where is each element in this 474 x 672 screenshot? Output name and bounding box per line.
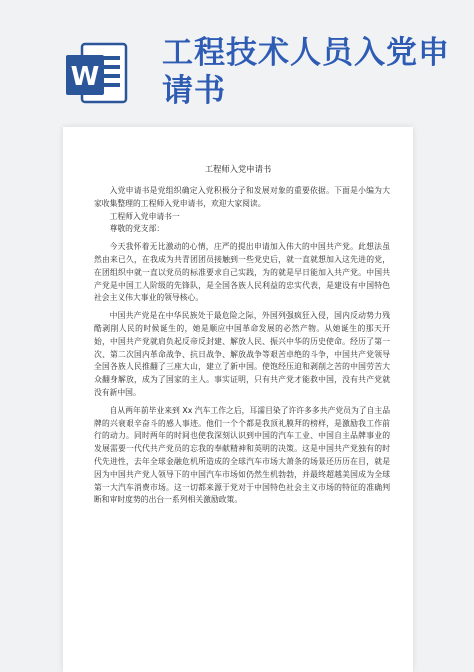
section-heading: 工程师入党申请书一 [109,211,180,221]
header-banner [0,0,474,120]
page-title: 工程技术人员入党申请书 [162,35,450,109]
word-document-icon [62,40,132,110]
document-body [94,185,390,507]
body-paragraph: 今天我怀着无比激动的心情，庄严的提出申请加入伟大的中国共产党。此想法虽然由来已久，在我成为共青团团员接触到一些党史后，就一直就想加入这先进的党，在团组织中就一直以党员的标准要求自己实践，为的就是早日能加入共产党。中国共产党是中国工人阶级的先锋队，是全国各族人民利益的忠实代表，是建设有中国特色社会主义伟大事业的领导核心。 [94,242,390,303]
salutation: 尊敬的党支部： [109,224,165,234]
body-paragraph: 中国共产党是在中华民族处于最危险之际，外国列强疯狂入侵，国内反动势力残酷剥削人民的时候诞生的，她是顺应中国革命发展的必然产物。从她诞生的那天开始，中国共产党就肩负起反帝反封建、解放人民、振兴中华的历史使命。经历了第一次、第二次国内革命战争、抗日战争、解放战争等艰苦卓绝的斗争，中国共产党领导全国各族人民推翻了三座大山，建立了新中国。使饱经压迫和剥削之苦的中国劳苦大众翻身解放，成为了国家的主人。事实证明，只有共产党才能救中国，没有共产党就没有新中国。 [94,311,390,397]
intro-paragraph: 入党申请书是党组织确定入党积极分子和发展对象的重要依据。下面是小编为大家收集整理的工程师入党申请书，欢迎大家阅读。 [94,186,390,208]
document-title: 工程师入党申请书 [204,164,272,174]
body-paragraph: 自从两年前毕业来到 Xx 汽车工作之后，耳濡目染了许许多多共产党员为了自主品牌的兴衰艰辛奋斗的感人事迹。他们一个个都是我顶礼膜拜的榜样，是激励我工作前行的动力。同时两年的时间也使我深刻认识到中国的汽车工业、中国自主品牌事业的发展需要一代代共产党员的忘我的奉献精神和英明的决策。这是中国共产党独有的时代先进性，去年全球金融危机所造成的全球汽车市场大萧条的场景还历历在目，就是因为中国共产党人领导下的中国汽车市场如仍然生机勃勃，并最终超越美国成为全球第一大汽车消费市场。这一切都来源于党对于中国特色社会主义市场的特征的准确判断和审时度势的出台一系列相关激励政策。 [94,405,390,505]
document-page [63,127,413,672]
word-icon-letter: W [70,62,100,92]
